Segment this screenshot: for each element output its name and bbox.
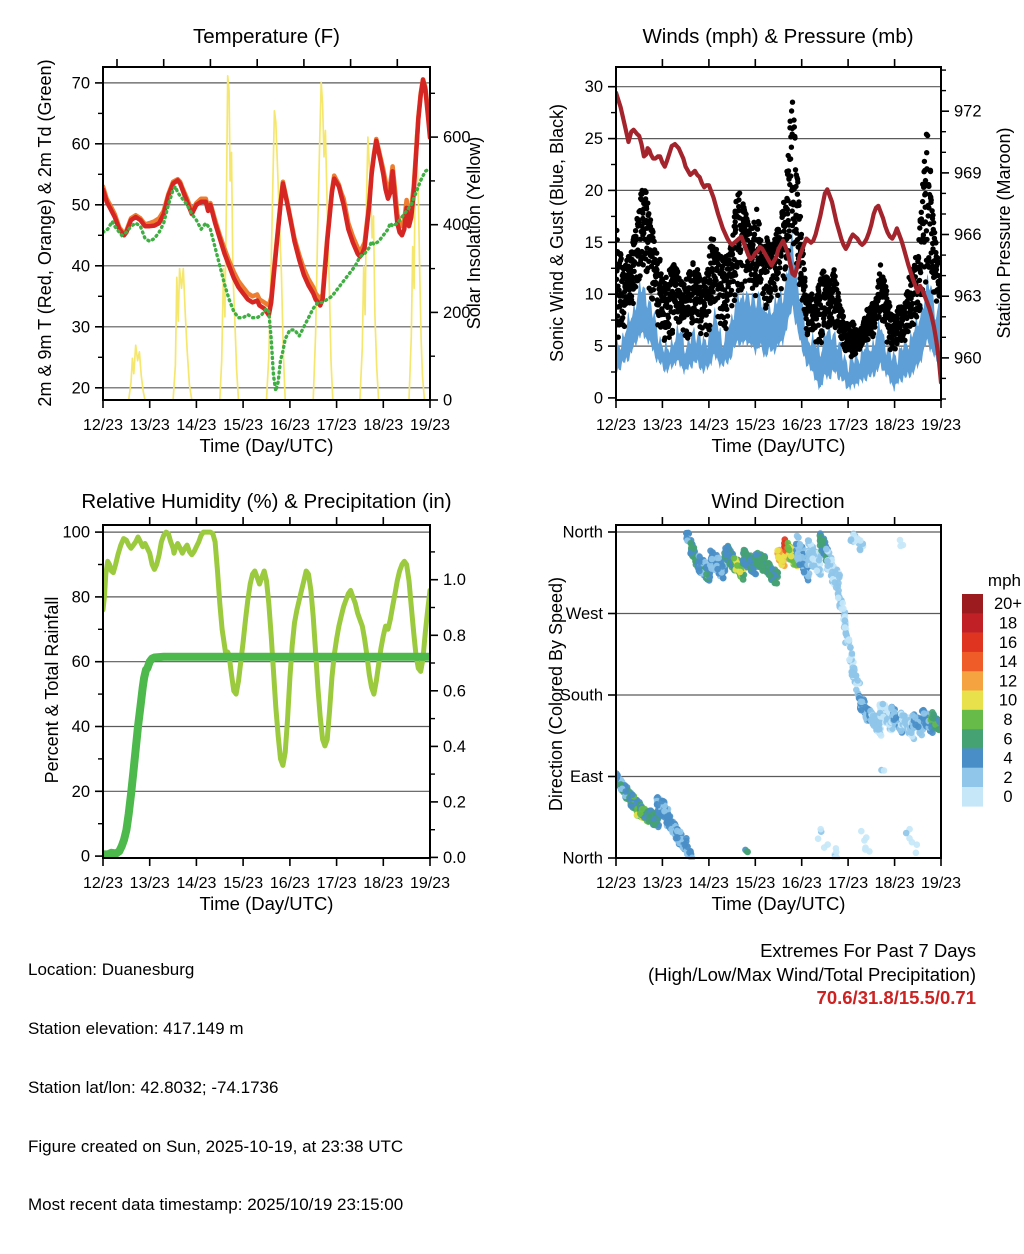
- svg-text:100: 100: [62, 523, 90, 542]
- station-location: Location: Duanesburg: [28, 960, 195, 980]
- svg-text:20: 20: [71, 782, 90, 801]
- svg-text:200: 200: [443, 303, 471, 322]
- svg-text:963: 963: [954, 287, 982, 306]
- svg-text:30: 30: [71, 318, 90, 337]
- svg-text:North: North: [562, 523, 603, 542]
- humidity-xlabel: Time (Day/UTC): [199, 893, 334, 914]
- svg-text:12/23: 12/23: [595, 875, 637, 892]
- svg-text:40: 40: [71, 718, 90, 736]
- svg-text:0.4: 0.4: [443, 737, 466, 756]
- extremes-subheading: (High/Low/Max Wind/Total Precipitation): [648, 963, 976, 985]
- svg-text:18/23: 18/23: [874, 875, 915, 892]
- svg-text:12/23: 12/23: [82, 417, 124, 434]
- temperature-ylabel-left: 2m & 9m T (Red, Orange) & 2m Td (Green): [35, 59, 55, 407]
- svg-text:16: 16: [998, 633, 1018, 652]
- svg-text:19/23: 19/23: [920, 417, 962, 434]
- svg-text:0: 0: [593, 389, 603, 408]
- svg-text:30: 30: [584, 78, 603, 97]
- humidity-series: [103, 532, 430, 854]
- svg-text:60: 60: [71, 135, 90, 154]
- svg-text:13/23: 13/23: [129, 417, 170, 434]
- temperature-xlabel: Time (Day/UTC): [199, 435, 334, 456]
- svg-text:13/23: 13/23: [642, 417, 683, 434]
- svg-text:West: West: [565, 605, 603, 623]
- svg-text:2: 2: [1003, 768, 1013, 787]
- data-timestamp: Most recent data timestamp: 2025/10/19 23:15:00: [28, 1195, 404, 1215]
- svg-text:16/23: 16/23: [781, 875, 822, 892]
- wind-ylabel-left: Sonic Wind & Gust (Blue, Black): [547, 103, 567, 363]
- extremes-block: [616, 939, 976, 1010]
- svg-text:50: 50: [71, 196, 90, 215]
- svg-text:14/23: 14/23: [176, 875, 217, 892]
- pressure-ylabel-right: Station Pressure (Maroon): [994, 127, 1014, 339]
- humidity-precip-title: Relative Humidity (%) & Precipitation (in): [81, 490, 452, 513]
- svg-text:5: 5: [593, 337, 603, 356]
- svg-text:15/23: 15/23: [223, 875, 264, 892]
- svg-text:0.6: 0.6: [443, 682, 466, 701]
- svg-text:0.0: 0.0: [443, 848, 466, 867]
- svg-text:17/23: 17/23: [316, 875, 357, 892]
- humidity-precip-panel: [62, 517, 465, 892]
- svg-text:0.2: 0.2: [443, 793, 466, 812]
- svg-text:15/23: 15/23: [223, 417, 264, 434]
- svg-text:19/23: 19/23: [920, 875, 962, 892]
- speed-colorbar: [962, 594, 1022, 807]
- svg-text:15: 15: [584, 233, 603, 252]
- svg-text:17/23: 17/23: [316, 417, 357, 434]
- svg-text:16/23: 16/23: [269, 875, 310, 892]
- solar-ylabel-right: Solar Insolation (Yellow): [464, 136, 484, 330]
- svg-text:70: 70: [71, 74, 90, 93]
- svg-text:960: 960: [954, 349, 982, 368]
- svg-text:14: 14: [998, 653, 1018, 671]
- temperature-panel: [72, 59, 471, 434]
- svg-text:1.0: 1.0: [443, 571, 466, 590]
- svg-text:20+: 20+: [994, 595, 1022, 614]
- svg-text:10: 10: [998, 691, 1018, 710]
- winds-pressure-title: Winds (mph) & Pressure (mb): [642, 25, 914, 48]
- svg-text:8: 8: [1003, 710, 1013, 729]
- svg-text:12: 12: [998, 672, 1018, 691]
- svg-text:16/23: 16/23: [781, 417, 822, 434]
- svg-text:25: 25: [584, 130, 603, 149]
- svg-text:14/23: 14/23: [688, 417, 729, 434]
- svg-text:17/23: 17/23: [828, 417, 869, 434]
- svg-text:18/23: 18/23: [363, 417, 404, 434]
- svg-text:13/23: 13/23: [642, 875, 683, 892]
- svg-text:14/23: 14/23: [688, 875, 729, 892]
- svg-text:East: East: [569, 768, 603, 786]
- svg-text:400: 400: [443, 216, 471, 235]
- svg-text:0: 0: [443, 391, 453, 410]
- svg-text:North: North: [562, 849, 603, 868]
- svg-text:19/23: 19/23: [409, 417, 451, 434]
- svg-text:13/23: 13/23: [129, 875, 170, 892]
- svg-text:966: 966: [954, 226, 982, 244]
- wind-direction-panel: [560, 517, 961, 892]
- wind-direction-title: Wind Direction: [711, 490, 845, 513]
- svg-text:18: 18: [998, 614, 1018, 633]
- svg-text:4: 4: [1003, 749, 1013, 768]
- svg-text:600: 600: [443, 128, 471, 147]
- svg-text:18/23: 18/23: [874, 417, 915, 434]
- svg-text:0: 0: [1003, 788, 1013, 807]
- svg-text:80: 80: [71, 588, 90, 607]
- svg-text:20: 20: [584, 181, 603, 200]
- svg-text:972: 972: [954, 102, 982, 121]
- svg-text:60: 60: [71, 653, 90, 672]
- svg-text:6: 6: [1003, 730, 1013, 749]
- wind-direction-xlabel: Time (Day/UTC): [711, 893, 846, 914]
- svg-text:18/23: 18/23: [363, 875, 404, 892]
- svg-text:19/23: 19/23: [409, 875, 451, 892]
- temperature-series: [103, 76, 430, 400]
- svg-text:40: 40: [71, 257, 90, 276]
- svg-text:10: 10: [584, 285, 603, 304]
- svg-text:16/23: 16/23: [269, 417, 310, 434]
- humidity-ylabel-left: Percent & Total Rainfall: [42, 596, 62, 784]
- svg-text:15/23: 15/23: [735, 417, 776, 434]
- svg-text:969: 969: [954, 164, 982, 183]
- station-latlon: Station lat/lon: 42.8032; -74.1736: [28, 1077, 279, 1097]
- extremes-heading: Extremes For Past 7 Days: [760, 940, 976, 961]
- winds-pressure-panel: [585, 59, 982, 434]
- svg-text:South: South: [559, 686, 603, 705]
- svg-text:15/23: 15/23: [735, 875, 776, 892]
- svg-text:0: 0: [80, 847, 90, 866]
- figure-created: Figure created on Sun, 2025-10-19, at 23:38 UTC: [28, 1136, 404, 1156]
- station-info: [28, 921, 548, 1254]
- direction-ylabel-left: Direction (Colored By Speed): [546, 576, 566, 812]
- svg-text:0.8: 0.8: [443, 626, 466, 645]
- svg-text:14/23: 14/23: [176, 417, 217, 434]
- svg-text:17/23: 17/23: [828, 875, 869, 892]
- colorbar-units-label: mph: [987, 571, 1021, 590]
- winds-xlabel: Time (Day/UTC): [711, 435, 846, 456]
- station-elevation: Station elevation: 417.149 m: [28, 1018, 244, 1038]
- svg-text:20: 20: [71, 379, 90, 398]
- svg-text:12/23: 12/23: [82, 875, 124, 892]
- svg-text:12/23: 12/23: [595, 417, 637, 434]
- extremes-values: 70.6/31.8/15.5/0.71: [816, 987, 976, 1008]
- temperature-title: Temperature (F): [193, 25, 340, 48]
